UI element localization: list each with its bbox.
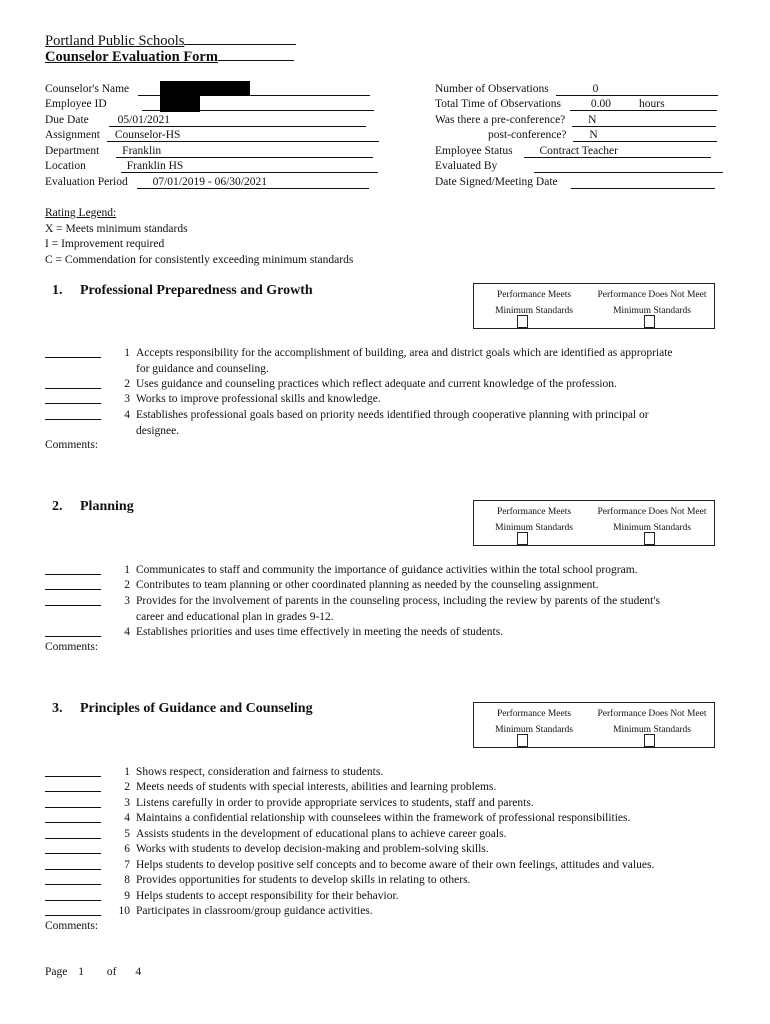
meets-checkbox[interactable] [517,532,528,545]
rating-blank[interactable] [45,884,101,885]
field-label: Date Signed/Meeting Date [435,176,558,188]
page-total: 4 [135,966,142,978]
comments-label: Comments: [45,920,99,932]
not-meet-label: Performance Does Not Meet Minimum Standards [597,507,707,533]
post-conference-field[interactable] [488,128,717,142]
field-label: Assignment [45,129,100,141]
due-date-value[interactable]: 05/01/2021 [109,113,366,127]
legend-line: I = Improvement required [45,238,165,251]
rating-blank[interactable] [45,605,101,606]
location-field[interactable] [45,159,378,173]
rating-blank[interactable] [45,853,101,854]
rating-blank[interactable] [45,807,101,808]
redaction-bar [160,81,250,96]
assignment-field[interactable] [45,128,379,142]
field-label: Number of Observations [435,83,549,95]
comments-label: Comments: [45,641,99,653]
observations-field[interactable] [435,82,718,96]
rating-blank[interactable] [45,900,101,901]
pre-conference-field[interactable] [435,113,716,127]
not-meet-label: Performance Does Not Meet Minimum Standards [597,290,707,316]
rating-blank[interactable] [45,791,101,792]
field-label: Employee ID [45,98,107,110]
post-conference-value[interactable]: N [573,128,717,142]
page-footer [45,966,141,978]
field-label: Due Date [45,114,89,126]
meets-label: Performance Meets Minimum Standards [495,709,573,735]
rating-blank[interactable] [45,574,101,575]
employee-status-field[interactable] [435,144,711,158]
employee-id-field[interactable] [45,97,374,111]
rating-blank[interactable] [45,869,101,870]
page-label: Page [45,966,68,978]
rating-blank[interactable] [45,838,101,839]
employee-status-value[interactable]: Contract Teacher [524,144,711,158]
performance-box-1 [473,283,715,329]
rating-blank[interactable] [45,776,101,777]
observations-value[interactable]: 0 [556,82,718,96]
total-time-value[interactable]: 0.00 hours [570,97,717,111]
not-meet-checkbox[interactable] [644,315,655,328]
department-value[interactable]: Franklin [116,144,373,158]
field-label: Department [45,145,100,157]
meets-label: Performance Meets Minimum Standards [495,507,573,533]
page-number: 1 [78,966,84,978]
rating-blank[interactable] [45,915,101,916]
redaction-bar [160,96,200,112]
field-label: Was there a pre-conference? [435,114,566,126]
rating-blank[interactable] [45,636,101,637]
rating-blank[interactable] [45,357,101,358]
performance-box-2 [473,500,715,546]
section-3-title: 3. Principles of Guidance and Counseling [52,701,313,716]
meets-checkbox[interactable] [517,734,528,747]
field-label: post-conference? [488,129,567,141]
legend-line: X = Meets minimum standards [45,222,188,235]
field-label: Evaluation Period [45,176,128,188]
department-field[interactable] [45,144,373,158]
not-meet-label: Performance Does Not Meet Minimum Standards [597,709,707,735]
rating-legend [45,206,353,268]
form-title: Counselor Evaluation Form [45,49,294,66]
assignment-value[interactable]: Counselor-HS [107,128,379,142]
section-1-title: 1. Professional Preparedness and Growth [52,283,313,298]
rating-blank[interactable] [45,589,101,590]
evaluated-by-value[interactable] [534,159,723,173]
meets-checkbox[interactable] [517,315,528,328]
total-time-field[interactable] [435,97,717,111]
field-label: Location [45,160,86,172]
org-name: Portland Public Schools [45,33,296,50]
not-meet-checkbox[interactable] [644,532,655,545]
date-signed-value[interactable] [571,175,715,189]
not-meet-checkbox[interactable] [644,734,655,747]
rating-blank[interactable] [45,419,101,420]
field-label: Evaluated By [435,160,498,172]
legend-heading: Rating Legend: [45,207,117,219]
rating-blank[interactable] [45,388,101,389]
date-signed-field[interactable] [435,175,715,189]
comments-label: Comments: [45,439,99,451]
field-label: Counselor's Name [45,83,130,95]
evaluation-period-field[interactable] [45,175,369,189]
legend-line: C = Commendation for consistently exceeding minimum standards [45,253,354,266]
of-label: of [106,966,117,978]
rating-blank[interactable] [45,403,101,404]
field-label: Employee Status [435,145,513,157]
pre-conference-value[interactable]: N [572,113,716,127]
location-value[interactable]: Franklin HS [121,159,378,173]
due-date-field[interactable] [45,113,366,127]
evaluated-by-field[interactable] [435,159,723,173]
section-2-title: 2. Planning [52,499,134,514]
meets-label: Performance Meets Minimum Standards [495,290,573,316]
rating-blank[interactable] [45,822,101,823]
evaluation-period-value[interactable]: 07/01/2019 - 06/30/2021 [137,175,369,189]
performance-box-3 [473,702,715,748]
field-label: Total Time of Observations [435,98,562,110]
